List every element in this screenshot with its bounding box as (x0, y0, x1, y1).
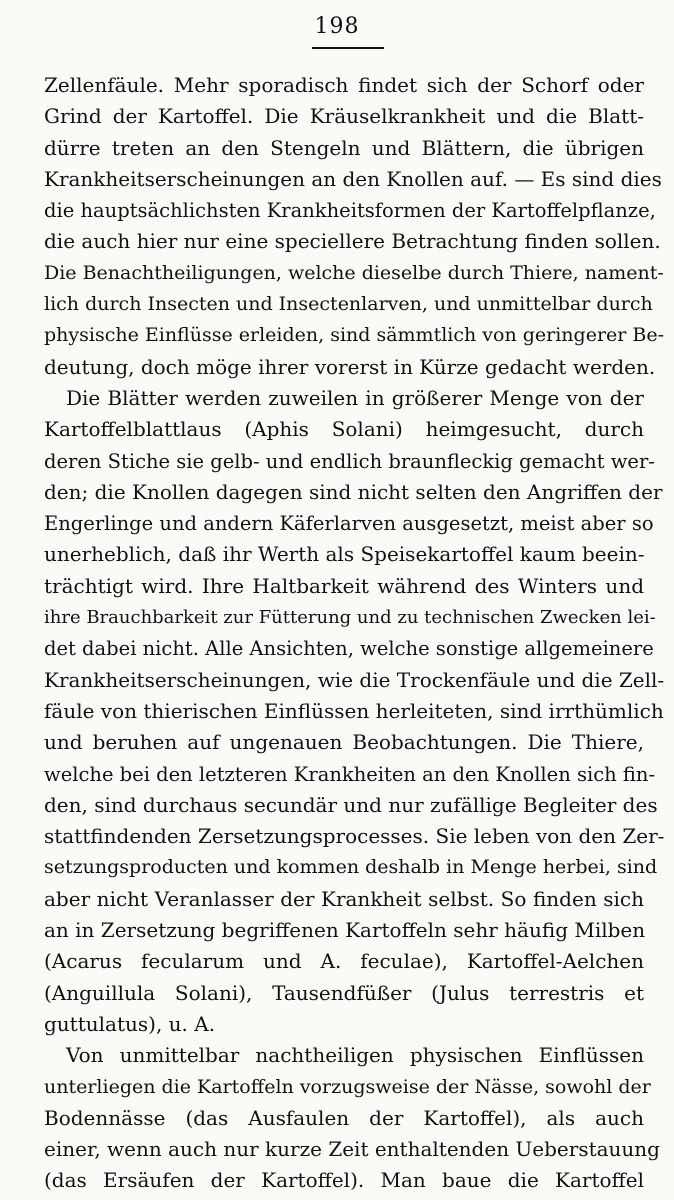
text-line: deutung, doch möge ihrer vorerst in Kürze gedacht werden. (44, 354, 656, 379)
text-line: Krankheitserscheinungen, wie die Trockenfäule und die Zell- (44, 667, 665, 692)
text-line: den, sind durchaus secundär und nur zufällige Begleiter des (44, 792, 658, 817)
text-line: unerheblich, daß ihr Werth als Speisekartoffel kaum beein- (44, 542, 645, 567)
text-line: Krankheitserscheinungen an den Knollen auf. — Es sind dies (44, 166, 662, 191)
text-line: setzungsproducten und kommen deshalb in Menge herbei, sind (44, 856, 658, 879)
text-line: Zellenfäule. Mehr sporadisch findet sich der Schorf oder (44, 73, 644, 97)
text-line: Grind der Kartoffel. Die Kräuselkrankheit und die Blatt- (44, 104, 644, 129)
text-line: (Anguillula Solani), Tausendfüßer (Julus terrestris et (44, 980, 644, 1005)
text-line: Bodennässe (das Ausfaulen der Kartoffel), als auch (44, 1105, 644, 1130)
text-line: stattfindenden Zersetzungsprocesses. Sie leben von den Zer- (44, 824, 665, 849)
text-line: Kartoffelblattlaus (Aphis Solani) heimgesucht, durch (44, 417, 644, 442)
text-line: aber nicht Veranlasser der Krankheit selbst. So finden sich (44, 886, 644, 911)
body-text (44, 70, 665, 1197)
text-line: unterliegen die Kartoffeln vorzugsweise der Nässe, sowohl der (44, 1075, 651, 1098)
text-line: an in Zersetzung begriffenen Kartoffeln sehr häufig Milben (44, 918, 646, 943)
text-line: ihre Brauchbarkeit zur Fütterung und zu technischen Zwecken lei- (44, 607, 656, 629)
text-line: (das Ersäufen der Kartoffel). Man baue die Kartoffel (44, 1168, 644, 1193)
text-line: Die Blätter werden zuweilen in größerer Menge von der (66, 385, 644, 410)
text-line: den; die Knollen dagegen sind nicht selten den Angriffen der (44, 479, 663, 504)
text-line: die hauptsächlichsten Krankheitsformen der Kartoffelpflanze, (44, 199, 656, 223)
text-line: (Acarus fecularum und A. feculae), Kartoffel-Aelchen (44, 949, 644, 974)
text-line: dürre treten an den Stengeln und Blättern, die übrigen (44, 135, 644, 160)
page-number: 198 (314, 14, 360, 39)
text-line: Von unmittelbar nachtheiligen physischen Einflüssen (66, 1043, 644, 1068)
header-rule (312, 47, 384, 49)
text-line: Die Benachtheiligungen, welche dieselbe durch Thiere, nament- (44, 261, 664, 284)
text-line: Engerlinge und andern Käferlarven ausgesetzt, meist aber so (44, 512, 654, 536)
text-line: deren Stiche sie gelb- und endlich braunfleckig gemacht wer- (44, 449, 655, 473)
text-line: einer, wenn auch nur kurze Zeit enthaltenden Ueberstauung (44, 1137, 660, 1162)
text-line: welche bei den letzteren Krankheiten an den Knollen sich fin- (44, 762, 656, 786)
text-line: guttulatus), u. A. (44, 1011, 216, 1036)
text-line: und beruhen auf ungenauen Beobachtungen. Die Thiere, (44, 730, 644, 755)
text-line: lich durch Insecten und Insectenlarven, und unmittelbar durch (44, 293, 653, 316)
text-line: det dabei nicht. Alle Ansichten, welche sonstige allgemeinere (44, 637, 654, 661)
text-line: physische Einflüsse erleiden, sind sämmtlich von geringerer Be- (44, 324, 665, 347)
text-line: trächtigt wird. Ihre Haltbarkeit während des Winters und (44, 573, 644, 598)
text-line: fäule von thierischen Einflüssen herleiteten, sind irrthümlich (44, 698, 664, 723)
text-line: die auch hier nur eine speciellere Betrachtung finden sollen. (44, 229, 661, 254)
